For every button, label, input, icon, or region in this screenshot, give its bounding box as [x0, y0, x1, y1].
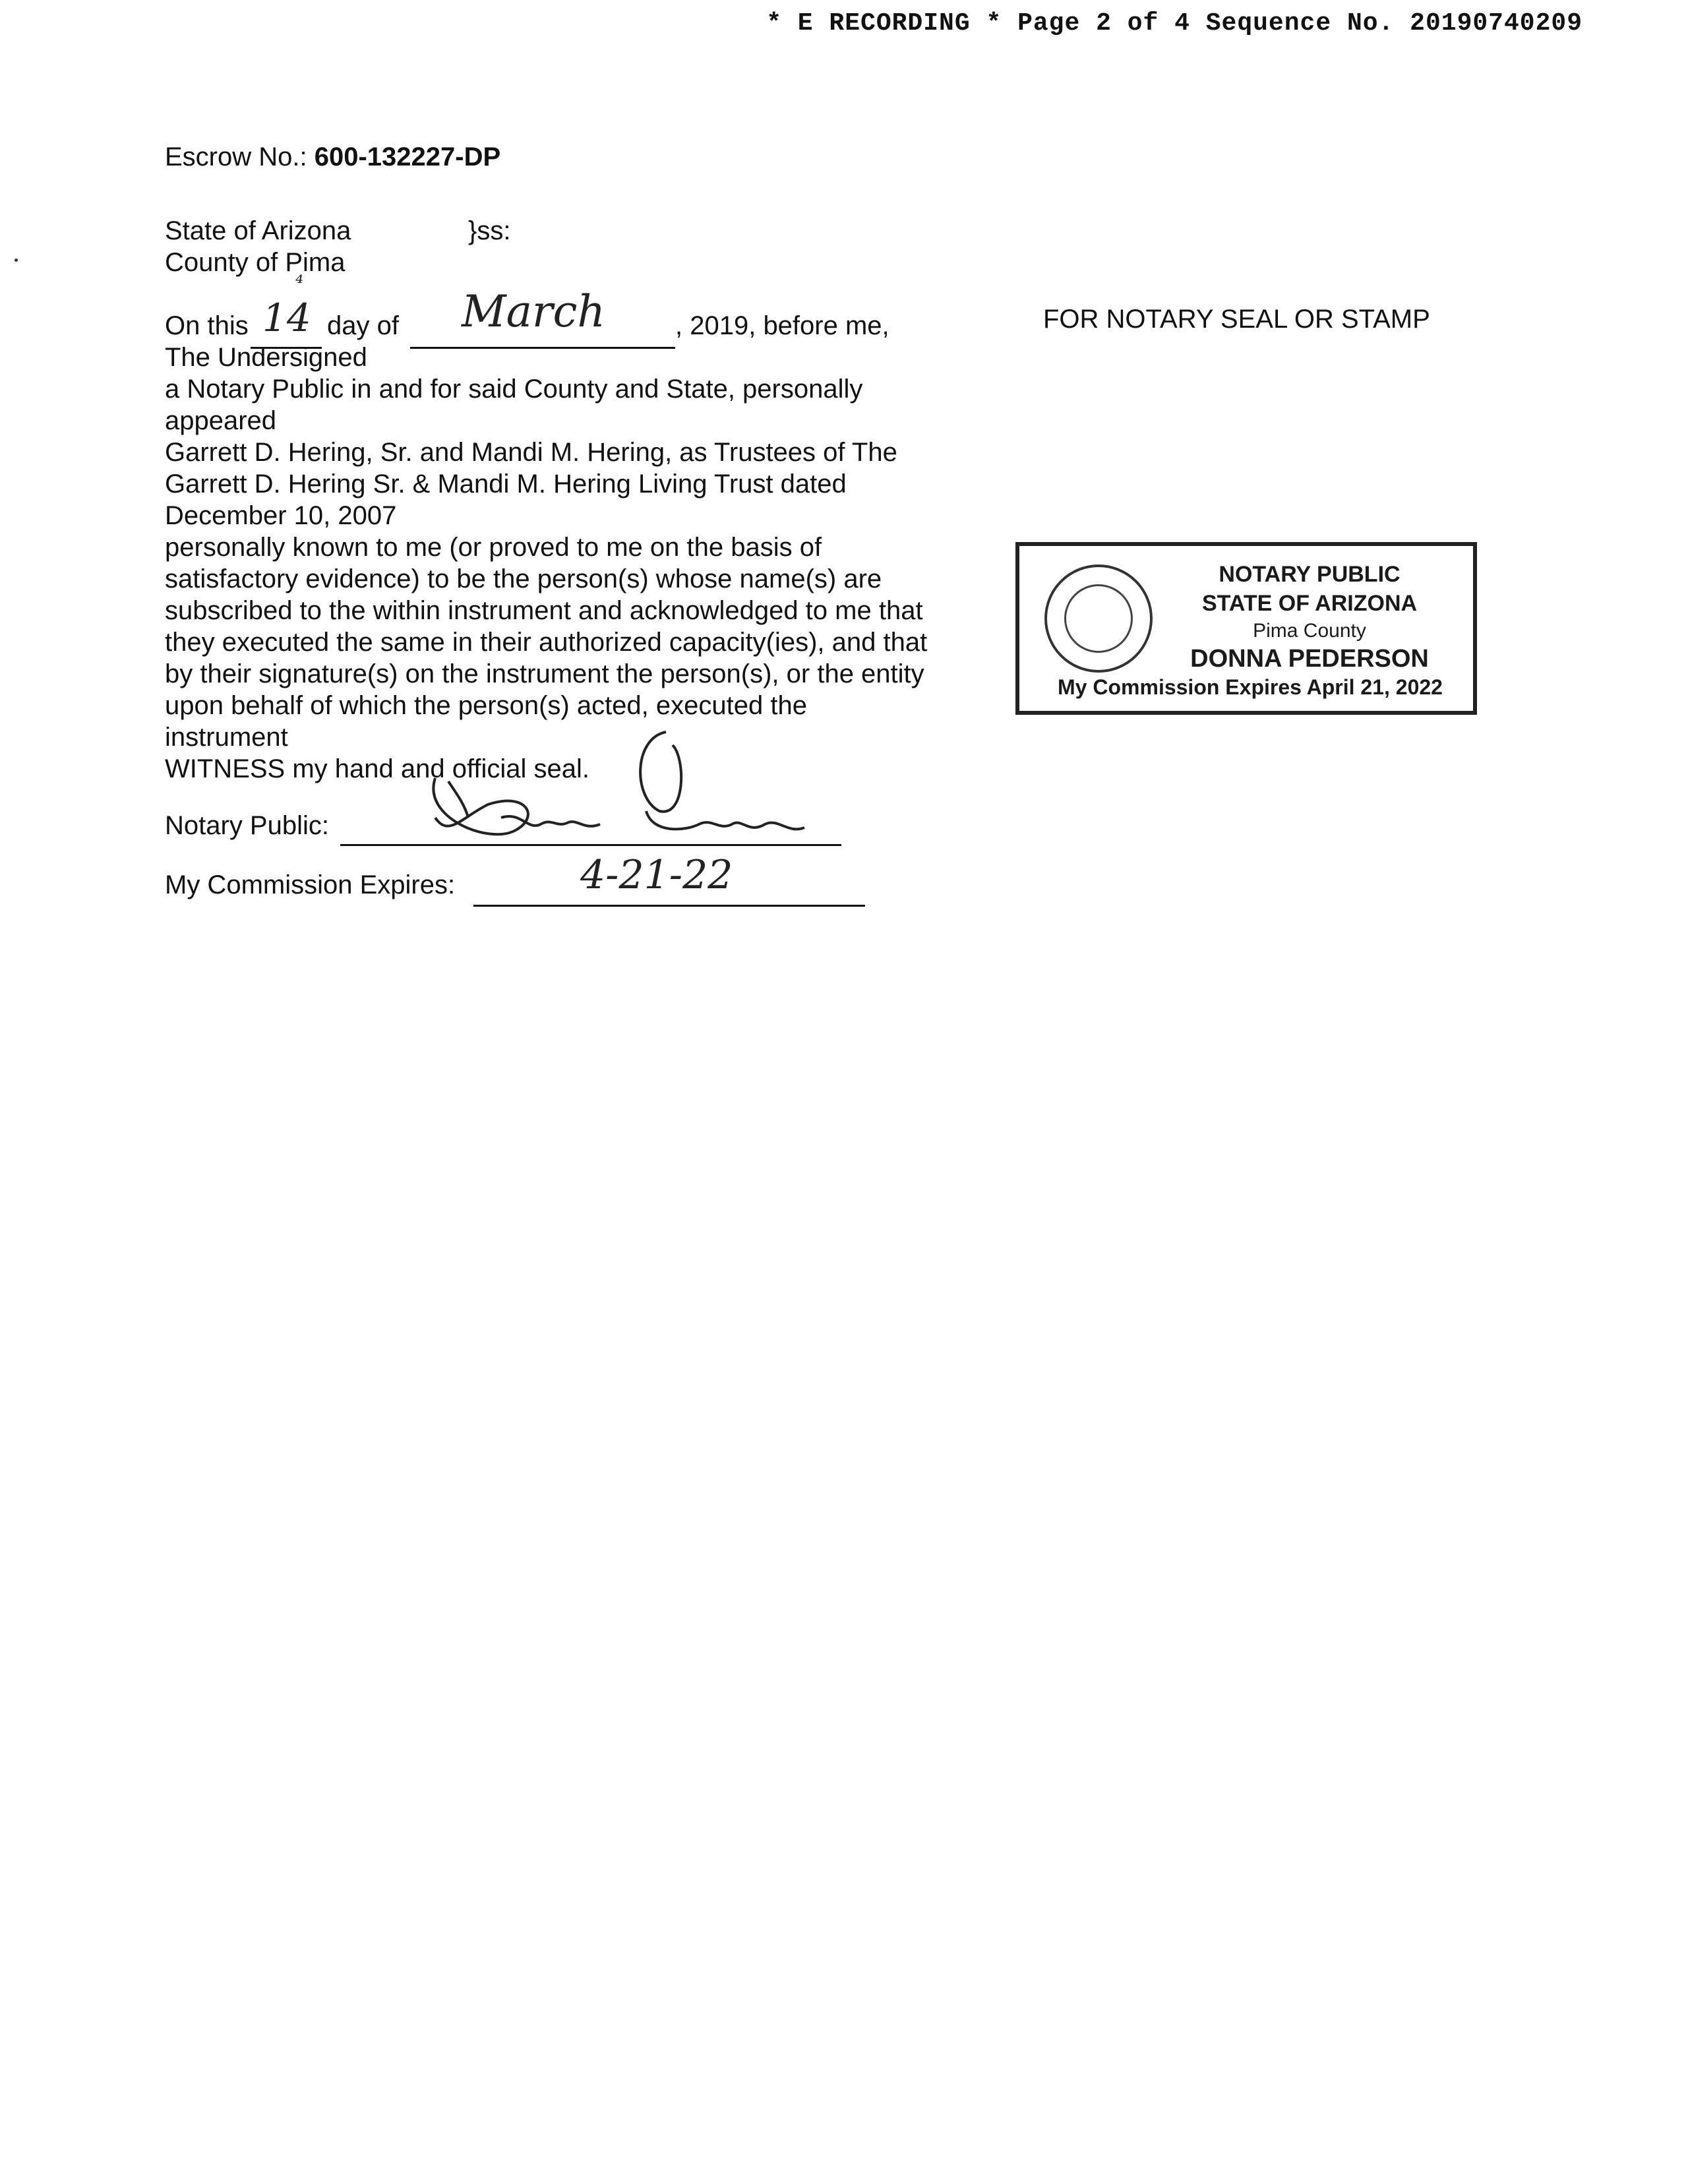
witness-line: WITNESS my hand and official seal.: [165, 754, 589, 783]
commission-label: My Commission Expires:: [165, 870, 456, 899]
month-handwritten: March: [462, 286, 605, 337]
venue-state: State of Arizona: [165, 216, 351, 245]
notary-public-label: Notary Public:: [165, 811, 329, 840]
ack-line1: a Notary Public in and for said County and State, personally: [165, 375, 863, 404]
day-of-label: day of: [327, 311, 399, 340]
parties-line1: Garrett D. Hering, Sr. and Mandi M. Hering, as Trustees of The: [165, 438, 897, 467]
body-line1: personally known to me (or proved to me on the basis of: [165, 533, 822, 562]
recording-header: * E RECORDING * Page 2 of 4 Sequence No. 20190740209: [766, 9, 1582, 38]
on-this-label: On this: [165, 311, 249, 340]
month-blank: [410, 340, 675, 352]
ack-line2: appeared: [165, 406, 277, 435]
notary-signature: [409, 719, 844, 851]
stamp-line3: Pima County: [1253, 620, 1366, 642]
state-seal-icon: [1044, 564, 1153, 673]
escrow-line: [165, 141, 500, 173]
venue-county: County of Pima: [165, 248, 346, 277]
escrow-number: 600-132227-DP: [314, 142, 501, 171]
body-line4: they executed the same in their authorized capacity(ies), and that: [165, 628, 928, 657]
body-line2: satisfactory evidence) to be the person(s) whose name(s) are: [165, 564, 882, 593]
stamp-line5: My Commission Expires April 21, 2022: [1058, 675, 1443, 699]
stamp-line1: NOTARY PUBLIC: [1219, 562, 1401, 587]
commission-blank: [473, 898, 865, 910]
parties-line3: December 10, 2007: [165, 501, 397, 530]
stray-dot: [15, 258, 18, 262]
parties-line2: Garrett D. Hering Sr. & Mandi M. Hering Living Trust dated: [165, 470, 847, 499]
body-line5: by their signature(s) on the instrument the person(s), or the entity: [165, 659, 924, 688]
body-line7: instrument: [165, 723, 288, 752]
body-line6: upon behalf of which the person(s) acted, executed the: [165, 691, 807, 720]
venue-ss: }ss:: [468, 216, 511, 245]
year-before-me: , 2019, before me,: [675, 311, 889, 340]
stamp-line2: STATE OF ARIZONA: [1201, 591, 1418, 616]
handwritten-mark: ⁴: [295, 272, 304, 295]
stamp-line4: DONNA PEDERSON: [1190, 645, 1429, 673]
officer-name: The Undersigned: [165, 343, 367, 372]
commission-handwritten: 4-21-22: [580, 852, 733, 898]
notary-stamp: [1015, 542, 1477, 715]
escrow-label: Escrow No.:: [165, 142, 307, 171]
seal-area-label: FOR NOTARY SEAL OR STAMP: [1043, 305, 1430, 334]
body-line3: subscribed to the within instrument and acknowledged to me that: [165, 596, 923, 625]
day-handwritten: 14: [262, 295, 311, 340]
